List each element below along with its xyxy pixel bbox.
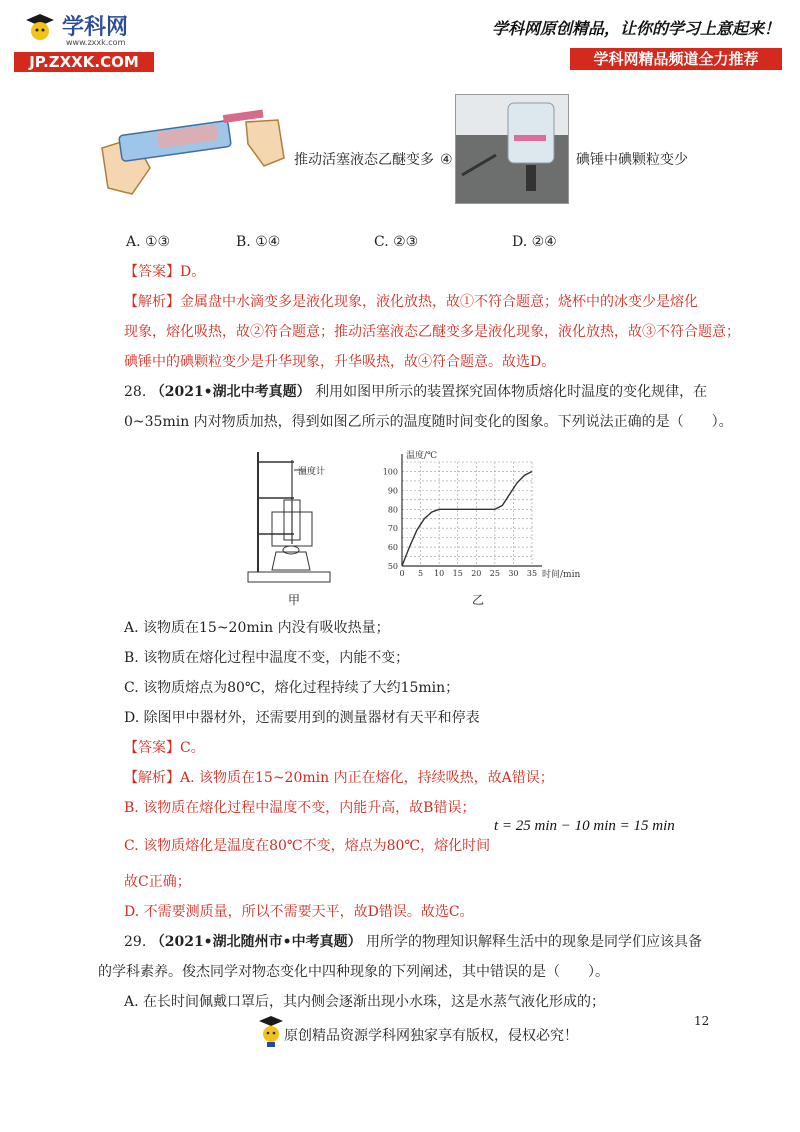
syringe-illustration [98,108,288,198]
mascot-logo-icon [22,12,58,42]
q28-option-b: B. 该物质在熔化过程中温度不变，内能不变； [124,650,410,666]
q29-number: 29. [124,934,147,950]
apparatus-thermometer-label: 温度计 [298,467,326,477]
y-tick-label: 50 [387,562,398,571]
chart-svg [366,448,616,588]
q27-analysis-line-1: 【解析】金属盘中水滴变多是液化现象，液化放热，故①不符合题意；烧杯中的冰变少是熔化 [124,294,698,310]
logo-site: www.zxxk.com [66,38,126,47]
x-axis-label: 时间/min [542,570,581,580]
q28-header [124,382,707,402]
q28-analysis-b: B. 该物质在熔化过程中温度不变，内能升高，故B错误； [124,800,476,816]
x-tick-label: 15 [452,569,463,578]
formula: t = 25 min − 10 min = 15 min [494,818,675,834]
q29-header [124,932,702,952]
x-tick-label: 25 [489,569,500,578]
logo-domain[interactable]: JP.ZXXK.COM [14,52,154,72]
x-tick-label: 35 [526,569,538,578]
figure-label-yi: 乙 [472,593,485,607]
q29-stem-2: 的学科素养。俊杰同学对物态变化中四种现象的下列阐述，其中错误的是（ ）。 [98,964,609,980]
q28-source: （2021•湖北中考真题） [150,384,311,400]
q28-answer: 【答案】C。 [124,740,205,756]
q28-analysis-c: C. 该物质熔化是温度在80℃不变，熔点为80℃，熔化时间 [124,838,491,854]
x-tick-label: 0 [399,569,405,578]
q27-analysis-line-3: 碘锤中的碘颗粒变少是升华现象，升华吸热，故④符合题意。故选D。 [124,354,556,370]
y-tick-label: 60 [387,543,398,553]
q27-option-c: C. ②③ [374,234,419,250]
q28-number: 28. [124,384,147,400]
q28-stem-2: 0~35min 内对物质加热，得到如图乙所示的温度随时间变化的图象。下列说法正确的是（ ）。 [124,414,733,430]
footer-copyright: 原创精品资源学科网独家享有版权，侵权必究！ [284,1028,578,1044]
q28-analysis-a: 【解析】A. 该物质在15~20min 内正在熔化，持续吸热，故A错误； [124,770,554,786]
q28-analysis-d: D. 不需要测质量，所以不需要天平，故D错误。故选C。 [124,904,474,920]
y-tick-label: 100 [382,467,398,477]
q29-source: （2021•湖北随州市•中考真题） [150,934,362,950]
y-tick-label: 90 [387,486,398,496]
y-tick-label: 80 [387,505,398,515]
logo-title: 学科网 [62,15,129,40]
marker-4: ④ [440,152,453,168]
q28-analysis-c2: 故C正确； [124,874,191,890]
header-slogan: 学科网原创精品，让你的学习上意起来！ [491,19,780,38]
page-number: 12 [694,1014,710,1028]
x-tick-label: 20 [471,569,482,578]
channel-banner: 学科网精品频道全力推荐 [570,48,782,70]
q29-option-a: A. 在长时间佩戴口罩后，其内侧会逐渐出现小水珠，这是水蒸气液化形成的； [124,994,606,1010]
q28-option-c: C. 该物质熔点为80℃，熔化过程持续了大约15min； [124,680,460,696]
q27-option-a: A. ①③ [126,234,171,250]
q28-option-d: D. 除图甲中器材外，还需要用到的测量器材有天平和停表 [124,710,480,726]
footer-mascot-icon [258,1014,284,1048]
q27-option-b: B. ①④ [236,234,281,250]
y-axis-label: 温度/℃ [406,451,438,461]
x-tick-label: 5 [418,569,424,578]
temperature-chart [366,448,616,588]
caption-4: 碘锤中碘颗粒变少 [576,152,688,168]
figure-label-jia: 甲 [288,593,301,607]
apparatus-figure [244,448,344,584]
y-tick-label: 70 [387,524,398,534]
caption-3: 推动活塞液态乙醚变多 [294,152,434,168]
q28-option-a: A. 该物质在15~20min 内没有吸收热量； [124,620,390,636]
x-tick-label: 30 [508,569,519,578]
q27-option-d: D. ②④ [512,234,557,250]
q27-analysis-line-2: 现象，熔化吸热，故②符合题意；推动活塞液态乙醚变多是液化现象，液化放热，故③不符合题意； [124,324,740,340]
q29-stem-1: 用所学的物理知识解释生活中的现象是同学们应该具备 [366,934,703,950]
q28-stem-1: 利用如图甲所示的装置探究固体物质熔化时温度的变化规律，在 [315,384,708,400]
iodine-hammer-photo [455,94,569,204]
x-tick-label: 10 [434,569,445,578]
q27-answer: 【答案】D。 [124,264,206,280]
